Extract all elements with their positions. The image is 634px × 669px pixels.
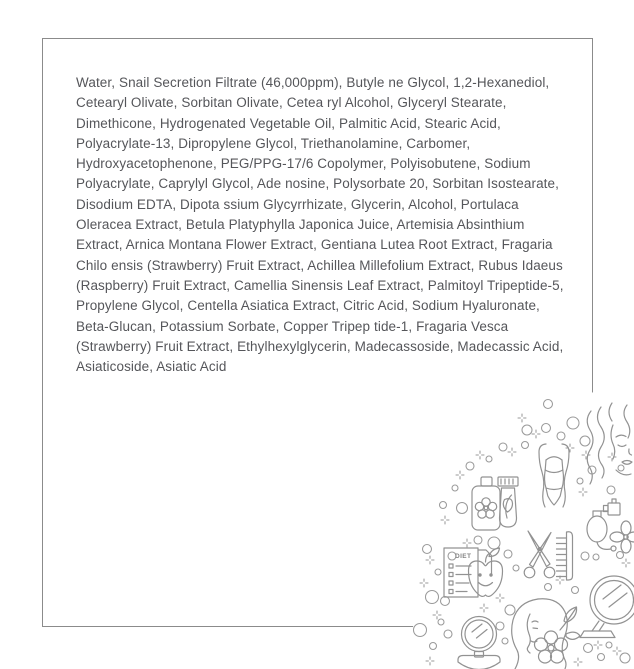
diet-label: DIET [455,553,472,560]
ingredients-text: Water, Snail Secretion Filtrate (46,000ppm), Butyle ne Glycol, 1,2-Hexanediol, Cetearyl Olivate, Sorbitan Olivate, Cetea ryl Alcohol, Glyceryl Stearate, Dimethicone, Hydrogenated Vegetable Oil, Palmitic Acid, Stearic Acid, Polyacrylate-13, Dipropylene Glycol, Triethanolamine, Carbomer, Hydroxyacetophenone, PEG/PPG-17/6 Copolymer, Polyisobutene, Sodium Polyacrylate, Caprylyl Glycol, Ade nosine, Polysorbate 20, Sorbitan Isostearate, Disodium EDTA, Dipota ssium Glycyrrhizate, Glycerin, Alcohol, Portulaca Oleracea Extract, Betula Platyphylla Japonica Juice, Artemisia Absinthium Extract, Arnica Montana Flower Extract, Gentiana Lutea Root Extract, Fragaria Chilo ensis (Strawberry) Fruit Extract, Achillea Millefolium Extract, Rubus Idaeus (Raspberry) Fruit Extract, Camellia Sinensis Leaf Extract, Palmitoyl Tripeptide-5, Propylene Glycol, Centella Asiatica Extract, Citric Acid, Sodium Hyaluronate, Beta-Glucan, Potassium Sorbate, Copper Tripep tide-1, Fragaria Vesca (Strawberry) Fruit Extract, Ethylhexylglycerin, Madecassoside, Madecassic Acid, Asiaticoside, Asiatic Acid [76,75,564,375]
beauty-illustration-svg [410,383,634,669]
beauty-illustration [410,383,634,669]
